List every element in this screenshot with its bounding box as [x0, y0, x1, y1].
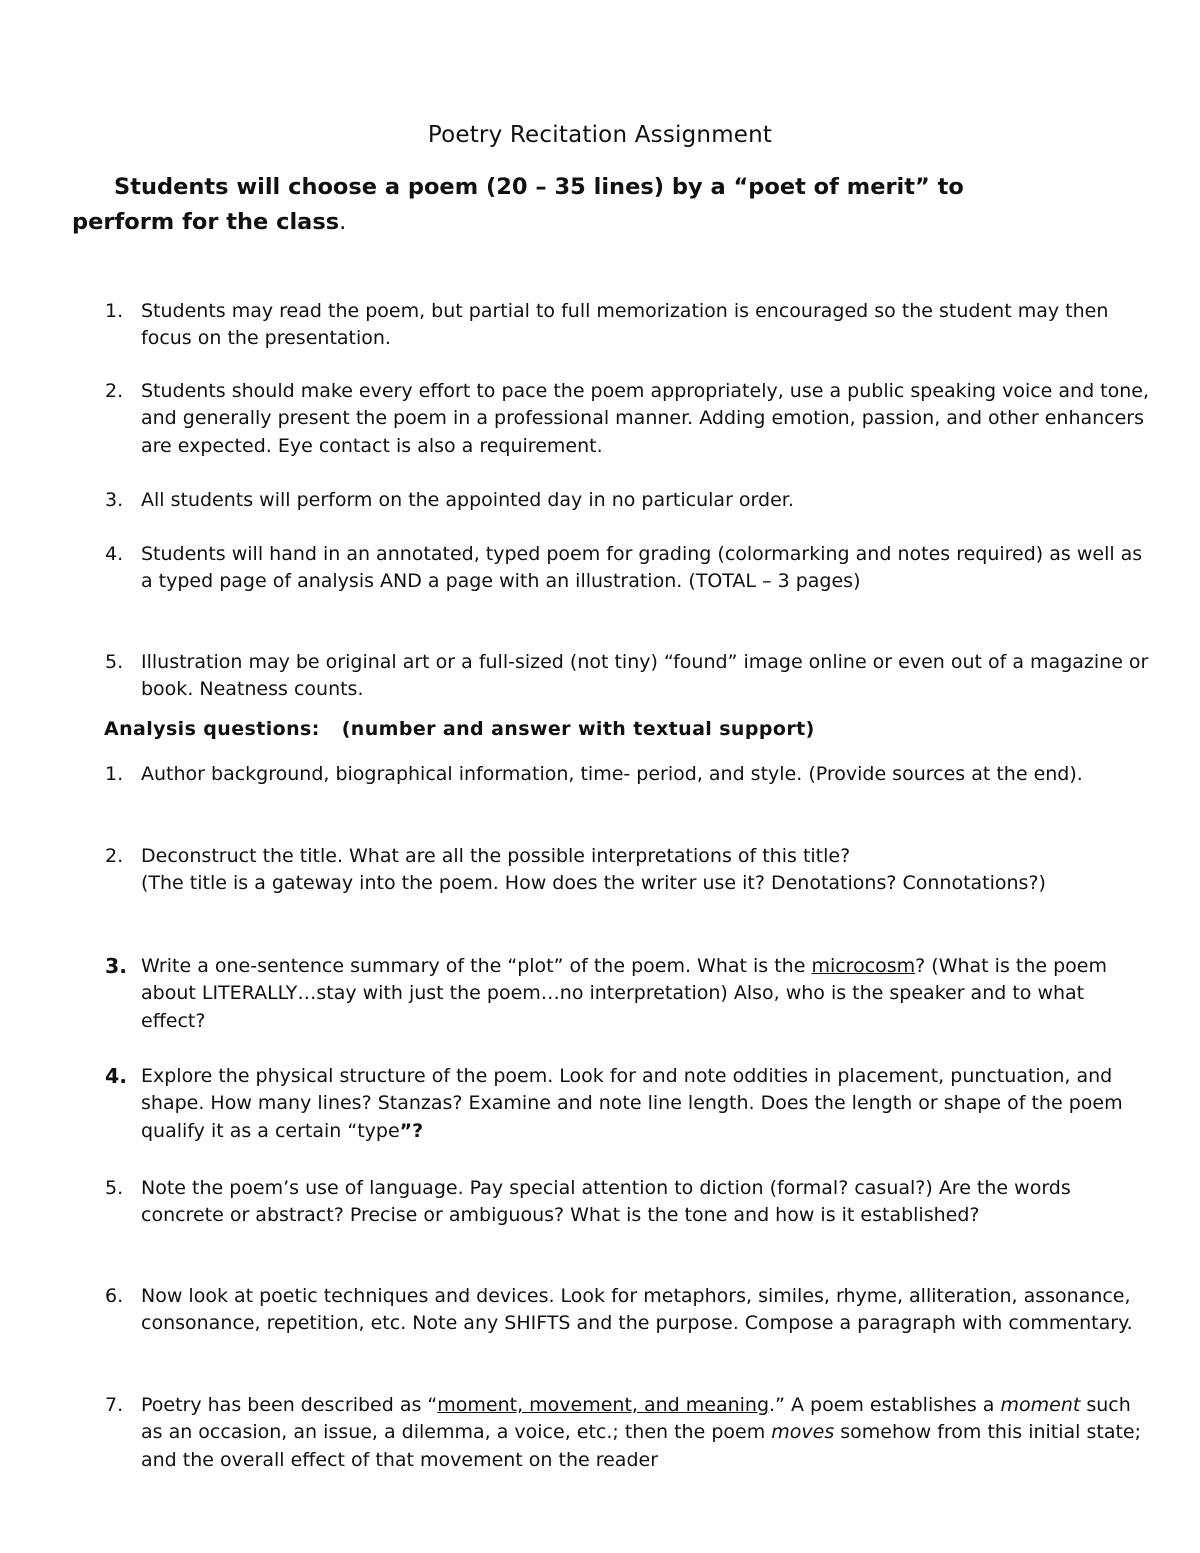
list-text	[141, 953, 1152, 1035]
moment-word: moment	[1000, 1394, 1081, 1416]
question-text-mid: .” A poem establishes a	[769, 1394, 1001, 1416]
list-text: Students will hand in an annotated, typed poem for grading (colormarking and notes required) as well as a typed page of analysis AND a page with an illustration. (TOTAL – 3 pages)	[141, 543, 1143, 593]
analysis-question-1	[72, 761, 1152, 788]
analysis-question-6	[72, 1283, 1152, 1338]
list-number: 4.	[105, 1064, 128, 1088]
moment-movement-meaning-term: moment, movement, and meaning	[437, 1394, 770, 1416]
list-number: 1.	[105, 300, 124, 322]
list-number: 3.	[105, 489, 124, 511]
list-number: 2.	[105, 845, 124, 867]
question-text: Explore the physical structure of the poem. Look for and note oddities in placement, punctuation, and shape. How many lines? Stanzas? Examine and note line length. Does the length or shape of the poem qualify it as a certain “type	[141, 1065, 1123, 1142]
list-text: Students should make every effort to pace the poem appropriately, use a public speaking voice and tone, and generally present the poem in a professional manner. Adding emotion, passion, and other enhancers are expected. Eye contact is also a requirement.	[141, 380, 1150, 457]
list-text: Students may read the poem, but partial to full memorization is encouraged so the student may then focus on the presentation.	[141, 300, 1109, 350]
requirement-item-3	[72, 487, 1152, 514]
analysis-question-4	[72, 1063, 1152, 1145]
list-text	[141, 1063, 1152, 1145]
list-number: 3.	[105, 954, 128, 978]
list-text: Note the poem’s use of language. Pay special attention to diction (formal? casual?) Are the words concrete or abstract? Precise or ambiguous? What is the tone and how is it established?	[141, 1177, 1071, 1227]
requirement-item-1	[72, 298, 1152, 353]
analysis-question-3	[72, 953, 1152, 1035]
requirement-item-5	[72, 649, 1152, 704]
list-text	[141, 1392, 1152, 1474]
requirement-item-4	[72, 541, 1152, 596]
intro-line-1: Students will choose a poem (20 – 35 lines) by a “poet of merit” to	[114, 174, 964, 200]
analysis-heading	[104, 718, 815, 740]
question-end: ”?	[399, 1119, 424, 1142]
question-line-1: Deconstruct the title. What are all the possible interpretations of this title?	[141, 845, 851, 867]
intro-line-2: perform for the class	[72, 209, 340, 235]
list-number: 2.	[105, 380, 124, 402]
microcosm-term: microcosm	[811, 955, 916, 977]
question-text-mid-2: such as an occasion, an issue, a dilemma, a voice, etc.; then the poem	[141, 1394, 1131, 1444]
analysis-question-5	[72, 1175, 1152, 1230]
analysis-question-2	[72, 843, 1152, 898]
document-title: Poetry Recitation Assignment	[427, 122, 773, 148]
question-text-end: somehow from this initial state; and the overall effect of that movement on the reader	[141, 1421, 1142, 1471]
analysis-subheading: (number and answer with textual support)	[341, 718, 815, 740]
analysis-heading-label: Analysis questions:	[104, 718, 320, 740]
intro-paragraph	[72, 170, 1152, 240]
list-number: 7.	[105, 1394, 124, 1416]
list-number: 1.	[105, 763, 124, 785]
question-text-start: Write a one-sentence summary of the “plot” of the poem. What is the	[141, 955, 812, 977]
question-text-start: Poetry has been described as “	[141, 1394, 438, 1416]
intro-period: .	[339, 209, 347, 235]
list-text: Now look at poetic techniques and devices. Look for metaphors, similes, rhyme, alliteration, assonance, consonance, repetition, etc. Note any SHIFTS and the purpose. Compose a paragraph with commentary.	[141, 1285, 1133, 1335]
list-number: 5.	[105, 651, 124, 673]
question-line-2: (The title is a gateway into the poem. How does the writer use it? Denotations? Connotations?)	[141, 872, 1046, 895]
list-number: 4.	[105, 543, 124, 565]
requirement-item-2	[72, 378, 1152, 460]
question-text-end: ? (What is the poem about LITERALLY…stay with just the poem…no interpretation) Also, who is the speaker and to what effect?	[141, 955, 1107, 1032]
list-number: 6.	[105, 1285, 124, 1307]
analysis-question-7	[72, 1392, 1152, 1474]
list-text: All students will perform on the appointed day in no particular order.	[141, 489, 794, 511]
list-number: 5.	[105, 1177, 124, 1199]
list-text: Author background, biographical information, time- period, and style. (Provide sources at the end).	[141, 763, 1083, 785]
list-text	[141, 843, 1152, 898]
list-text: Illustration may be original art or a full-sized (not tiny) “found” image online or even out of a magazine or book. Neatness counts.	[141, 651, 1149, 701]
moves-word: moves	[771, 1421, 835, 1444]
